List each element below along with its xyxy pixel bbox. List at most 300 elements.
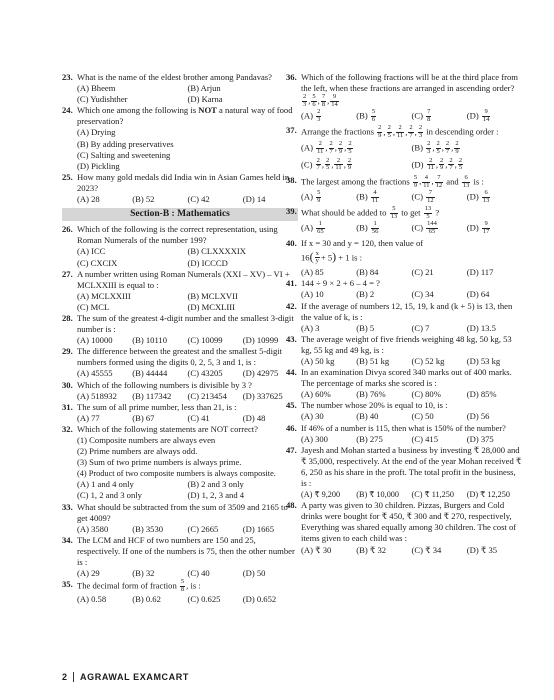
fraction [424,206,433,221]
question-number: 43. [286,333,297,344]
section-heading: Section-B : Mathematics [62,208,298,221]
option-c: (C) Yudishther [77,94,128,105]
question-text [301,125,522,140]
question-25 [62,172,298,205]
option-b: (B) 2 [356,289,375,300]
option-b: (B) 275 [356,433,383,444]
fraction [454,141,459,156]
denominator: 9 [347,164,352,172]
numerator: 2 [409,124,413,132]
question-number: 47. [286,444,297,455]
denominator: y [315,257,319,265]
fraction [427,158,435,173]
option-d: (D) ₹ 12,250 [466,490,510,500]
option-a: (A) Drying [77,127,116,138]
option-a: (A) ICC [77,246,106,257]
option-b: (B) 2 and 3 only [187,479,244,490]
option-d: (D) 117 [466,267,494,278]
option-d: (D) 1665 [242,523,275,534]
fraction [482,190,491,205]
denominator: 9 [413,181,418,189]
fraction-series [412,174,444,189]
brand-logo-text: AGRAWAL EXAMCART [80,672,189,682]
question-text: A party was given to 30 children. Pizzas, Burgers and Cold drinks were bought for ₹ 450, ₹ 300 and ₹ 270, respectively, Everything was shared equally among 30 children. The cost of items given to each child was : [301,500,517,544]
question-number: 35. [62,579,73,590]
fraction [311,94,316,109]
numerator: 4 [422,175,430,183]
separator: , [383,126,386,137]
fraction [413,175,418,190]
fraction [315,251,320,266]
numerator: 2 [347,156,352,164]
statement-4: (4) Product of two composite numbers is always composite. [77,469,276,479]
fraction [387,125,392,140]
option-a [301,140,412,157]
option-c: (C) 50 [411,411,434,422]
option-d: (D) 48 [242,412,266,423]
fraction [390,206,399,221]
fraction [321,94,326,109]
option-d: (D) ICCCD [187,257,228,268]
page-footer [62,672,189,682]
option-label: (C) [301,158,315,169]
page-number: 2 [62,672,68,682]
fraction [482,221,491,236]
denominator: 8 [321,100,326,108]
question-number: 40. [286,237,297,248]
numerator: 6 [462,175,471,183]
options [286,140,522,173]
statement-1: (1) Composite numbers are always even [77,435,216,445]
numerator: 2 [303,93,307,101]
option-d: (D) 13.5 [466,322,496,333]
question-text-part: The largest among the fractions [301,176,412,187]
question-number: 44. [286,367,297,378]
question-text: Which of the following numbers is divisible by 3 ? [77,379,252,390]
question-37 [286,125,522,173]
question-44 [286,367,522,400]
question-text-part: , is : [186,580,201,591]
option-a: (A) 60% [301,389,331,400]
question-text-emphasis: NOT [198,105,217,116]
question-46 [286,423,522,445]
numerator: 2 [316,141,324,149]
option-a: (A) 10000 [77,335,113,346]
option-a: (A) 77 [77,412,100,423]
question-text: If 46% of a number is 115, then what is 150% of the number? [301,423,506,433]
question-23 [62,72,298,105]
fraction [426,109,431,124]
fraction [371,190,379,205]
denominator: 3 [303,100,307,108]
denominator: 13 [390,213,398,221]
fraction [316,190,321,205]
question-text-part: Which one among the following is [77,105,199,116]
question-43 [286,334,522,367]
question-34 [62,535,298,579]
denominator: 11 [371,196,379,204]
option-label: (B) [356,191,370,202]
denominator: 7 [445,147,450,155]
numerator: 2 [338,139,343,147]
denominator: 7 [316,164,320,172]
fraction [435,175,444,190]
fraction [347,141,352,156]
denominator: 14 [482,115,490,123]
option-a: (A) 3 [301,322,320,333]
question-text-part: is : [471,176,484,187]
question-text-part: ? [433,207,440,218]
question-number: 38. [286,175,297,186]
option-label: (A) [301,110,316,121]
statement-2: (2) Prime numbers are always odd. [77,446,198,457]
fraction [377,125,382,140]
option-a [301,109,356,124]
option-d: (D) 337625 [242,390,283,401]
fraction [458,158,463,173]
question-27 [62,269,298,313]
footer-divider [73,672,74,682]
question-text: What is the name of the eldest brother among Pandavas? [77,72,272,82]
numerator: 2 [427,158,435,166]
option-b [356,221,411,236]
option-a: (A) Bheem [77,83,116,94]
numerator: 4 [371,190,379,198]
option-label: (D) [466,191,481,202]
numerator: 2 [334,158,342,166]
option-c: (C) 0.625 [187,593,221,604]
option-a: (A) 0.58 [77,593,107,604]
option-b [356,109,411,124]
option-d: (D) 56 [466,411,490,422]
question-text-part: in descending order : [424,126,499,137]
option-b: (B) 40 [356,411,379,422]
fraction [316,221,325,236]
question-text [301,175,522,190]
question-31 [62,402,298,424]
denominator: 12 [435,181,443,189]
numerator: 2 [445,139,450,147]
question-text-part: a natural way of food preservation? [77,105,293,127]
question-number: 34. [62,534,73,545]
separator: , [334,142,337,153]
fraction [371,109,376,124]
numerator: 9 [330,94,339,102]
denominator: 8 [180,586,185,594]
question-text: What should be subtracted from the sum of 3509 and 2165 to get 4009? [77,501,288,523]
option-c: (C) 42 [187,194,210,205]
question-text: Which of the following fractions will be at the third place from the left, when these fractions are arranged in ascending order? [301,72,518,94]
fraction [330,94,339,109]
question-text-part: and [444,176,461,187]
question-text: If the average of numbers 12, 15, 19, k and (k + 5) is 13, then the value of k, is : [301,300,513,322]
option-b: (B) 32 [132,568,155,579]
option-a [301,221,356,236]
question-41 [286,278,522,300]
option-label: (B) [411,142,426,153]
option-b: (B) 76% [356,389,386,400]
option-c: (C) 2665 [187,523,219,534]
options [286,109,522,124]
option-c [412,109,467,124]
denominator: 65 [428,227,436,235]
separator: , [321,158,325,169]
question-number: 25. [62,171,73,182]
fraction [426,221,438,236]
option-a [301,190,356,205]
denominator: 13 [462,181,470,189]
option-b: (B) 0.62 [132,593,161,604]
option-d: (D) 64 [466,289,490,300]
option-label: (A) [301,191,316,202]
question-number: 32. [62,423,73,434]
numerator: 1 [316,221,325,229]
option-c: (C) 41 [187,412,210,423]
option-a: (A) MCLXXIII [77,290,131,301]
fraction [482,109,491,124]
question-42 [286,301,522,334]
option-d: (D) 375 [466,433,494,444]
separator: , [414,126,417,137]
question-text: The LCM and HCF of two numbers are 150 and 25, respectively. If one of the numbers is 75, then the other number is : [77,534,295,568]
option-d: (D) 42975 [242,368,279,379]
option-c: (C) CXCIX [77,257,118,268]
fraction [445,141,450,156]
numerator: 9 [482,221,491,229]
question-text: The average weight of five friends weighing 48 kg, 50 kg, 53 kg, 55 kg and 49 kg, is : [301,333,512,355]
question-text: 144 ÷ 9 × 2 + 6 – 4 = ? [301,278,380,289]
question-48 [286,500,522,555]
option-b [356,190,411,205]
option-b: (B) 117342 [132,390,172,401]
denominator: 6 [371,115,376,123]
option-b: (B) 5 [356,322,375,333]
question-text: In an examination Divya scored 340 marks out of 400 marks. The percentage of marks she scored is : [301,367,512,389]
numerator: 2 [378,124,382,132]
denominator: 13 [482,196,490,204]
option-d: (D) 10999 [242,335,279,346]
option-a: (A) 85 [301,267,324,278]
denominator: 5 [326,164,330,172]
fraction [448,158,453,173]
question-number: 23. [62,72,73,82]
fraction-series [376,124,424,140]
question-40 [286,238,522,279]
fraction [180,579,185,594]
numerator: 5 [371,107,376,115]
option-b: (B) CLXXXXIX [187,246,246,257]
fraction [439,158,444,173]
fraction [462,175,471,190]
left-column [62,72,298,605]
question-number: 45. [286,400,297,411]
denominator: 9 [455,147,459,155]
option-c: (C) 21 [411,267,434,278]
numerator: 2 [436,139,440,147]
option-c [301,157,412,174]
question-text-part: Arrange the fractions [301,126,377,137]
question-text: The sum of all prime number, less than 21, is : [77,401,237,412]
option-d [467,221,522,236]
denominator: 11 [423,181,430,189]
numerator: 2 [440,156,444,164]
numerator: 2 [449,156,453,164]
option-a: (A) 518932 [77,390,117,401]
option-d [412,157,523,174]
option-b [412,140,523,157]
numerator: 9 [482,109,491,117]
fraction [426,190,435,205]
denominator: 17 [482,227,490,235]
question-text-part: What should be added to [301,207,389,218]
numerator: 5 [317,188,321,196]
option-a: (A) 10 [301,289,324,300]
option-b: (B) By adding preservatives [77,138,174,149]
option-a: (A) 300 [301,433,328,444]
option-a: (A) 3580 [77,523,109,534]
right-column [286,72,522,556]
numerator: 13 [424,205,432,213]
option-c: (C) 43205 [187,368,223,379]
option-label: (C) [411,222,426,233]
option-d: (D) 14 [242,194,266,205]
option-d: (D) Pickling [77,160,120,171]
question-text [301,206,522,221]
question-text: Which of the following statements are NOT correct? [77,423,258,434]
option-a: (A) 1 and 4 only [77,479,134,490]
option-d: (D) ₹ 35 [466,544,498,555]
separator: , [327,95,330,106]
numerator: 7 [426,190,435,198]
option-b: (B) 3530 [132,523,164,534]
option-a: (A) 50 kg [301,355,335,366]
fraction [334,158,342,173]
numerator: 5 [390,206,399,214]
fraction [302,94,307,109]
option-b: (B) 51 kg [356,355,390,366]
question-45 [286,400,522,422]
question-text: The sum of the greatest 4-digit number and the smallest 3-digit number is : [77,312,294,335]
denominator: 5 [458,164,463,172]
denominator: 9 [338,147,343,155]
option-b: (B) 44444 [132,368,168,379]
numerator: 2 [418,124,423,132]
numerator: 2 [455,139,459,147]
question-number: 42. [286,300,297,311]
separator: , [454,158,457,169]
question-number: 39. [286,206,297,217]
option-a: (A) 30 [301,411,324,422]
question-text: A number written using Roman Numerals (XXI – XV) – VI + MCLXXIII is equal to : [77,268,290,290]
option-label: (D) [466,222,481,233]
expression: 16( $\frac{x}{y}$ + 5) + 1 is : [301,248,363,265]
denominator: 7 [409,132,413,140]
option-label: (B) [356,222,370,233]
fraction [408,125,413,140]
question-47 [286,445,522,500]
expression-part: 16 [301,251,310,262]
separator: , [445,158,448,169]
numerator: 2 [396,125,404,133]
denominator: 56 [371,227,379,235]
question-24 [62,105,298,172]
denominator: 11 [317,147,324,155]
question-33 [62,502,298,535]
denominator: 5 [387,132,391,140]
numerator: x [315,249,319,257]
options [286,190,522,205]
denominator: 7 [329,147,333,155]
fraction [316,141,324,156]
option-label: (A) [301,142,316,153]
denominator: 3 [427,147,431,155]
numerator: 2 [458,156,463,164]
option-b: (B) ₹ 32 [356,544,387,555]
question-number: 26. [62,224,73,235]
question-35 [62,579,298,605]
denominator: 8 [427,115,431,123]
option-c: (C) 34 [411,289,434,300]
question-number: 37. [286,125,297,136]
question-36 [286,72,522,123]
option-d: (D) 1, 2, 3 and 4 [187,490,245,501]
option-c: (C) 80% [411,389,441,400]
denominator: 11 [396,132,404,140]
option-label: (C) [411,110,426,121]
option-c: (C) 415 [411,433,438,444]
option-b: (B) 84 [356,267,379,278]
option-a: (A) ₹ 30 [301,544,332,555]
separator: , [405,126,408,137]
numerator: 2 [316,156,320,164]
fraction [316,158,321,173]
fraction [338,141,343,156]
option-d: (D) 53 kg [466,355,501,366]
denominator: 14 [331,100,338,108]
expression-part: + 1 is : [338,251,363,262]
separator: , [331,158,334,169]
question-number: 33. [62,501,73,512]
question-text-part: to get [399,207,423,218]
statement-3: (3) Sum of two prime numbers is always prime. [77,457,242,468]
option-c [412,221,467,236]
numerator: 144 [427,219,437,227]
question-text: Jayesh and Mohan started a business by investing ₹ 28,000 and ₹ 35,000, respectively. At the end of the year Mohan received ₹ 6, 250 as his share in the proft. The total profit in the business, is : [301,444,522,488]
option-b: (B) ₹ 10,000 [356,490,399,500]
question-number: 31. [62,401,73,412]
separator: , [441,142,444,153]
denominator: 65 [317,227,324,235]
question-number: 36. [286,72,297,82]
question-text-part: The decimal form of fraction [77,580,179,591]
option-c: (C) 1, 2 and 3 only [77,490,142,501]
option-d: (D) Karna [187,94,223,105]
denominator: 3 [317,115,321,123]
denominator: 11 [335,164,342,172]
question-text: The number whose 20% is equal to 10, is : [301,400,448,411]
separator: , [419,176,422,187]
option-d: (D) 50 [242,568,266,579]
separator: , [317,95,320,106]
option-d [467,109,522,124]
option-d: (D) 0.652 [242,593,277,604]
question-30 [62,380,298,402]
question-text: How many gold medals did India win in Asian Games held in 2023? [77,171,290,193]
option-label: (B) [356,110,370,121]
denominator: 9 [378,132,382,140]
numerator: 7 [427,107,431,115]
option-label: (C) [411,191,426,202]
